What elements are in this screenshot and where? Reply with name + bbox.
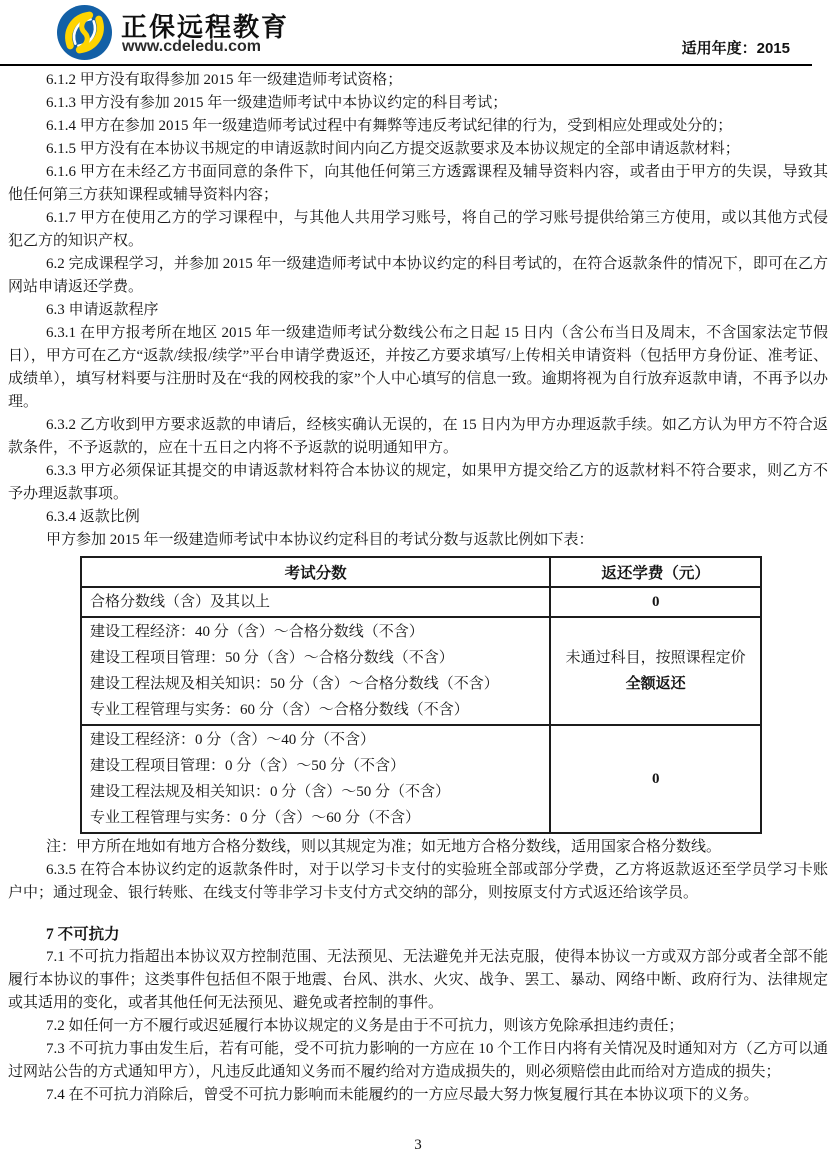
clause-6-1-7: 6.1.7 甲方在使用乙方的学习课程中，与其他人共用学习账号，将自己的学习账号提供给第三方使用，或以其他方式侵犯乙方的知识产权。 [8,210,828,249]
applicable-year-label: 适用年度：2015 [681,40,790,57]
score-column-header: 考试分数 [81,557,550,587]
refund-value: 全额返还 [625,676,686,692]
section-7-heading: 7 不可抗力 [46,926,120,943]
clause-6-3-5: 6.3.5 在符合本协议约定的返款条件时，对于以学习卡支付的实验班全部或部分学费，乙方将返款返还至学员学习卡账户中；通过现金、银行转账、在线支付等非学习卡支付方式交纳的部分，则按原支付方式返还给该学员。 [8,862,828,901]
score-range: 建设工程法规及相关知识：50 分（含）～合格分数线（不含） [90,676,499,692]
table-note: 注：甲方所在地如有地方合格分数线，则以其规定为准；如无地方合格分数线，适用国家合格分数线。 [46,839,722,855]
clause-6-3-3: 6.3.3 甲方必须保证其提交的申请返款材料符合本协议的规定，如果甲方提交给乙方的返款材料不符合要求，则乙方不予办理返款事项。 [8,463,828,502]
refund-ratio-table [80,556,762,834]
score-range: 专业工程管理与实务：0 分（含）～60 分（不含） [90,810,421,826]
table-row [81,725,761,833]
refund-value: 0 [651,594,660,610]
score-range: 建设工程法规及相关知识：0 分（含）～50 分（不含） [90,784,451,800]
table-intro: 甲方参加 2015 年一级建造师考试中本协议约定科目的考试分数与返款比例如下表： [46,532,594,548]
score-range: 合格分数线（含）及其以上 [90,594,271,610]
brand-url: www.cdeledu.com [122,38,261,55]
score-range: 建设工程经济：40 分（含）～合格分数线（不含） [90,624,424,640]
contract-body [8,69,828,1107]
score-range: 建设工程项目管理：0 分（含）～50 分（不含） [90,758,406,774]
clause-6-1-3: 6.1.3 甲方没有参加 2015 年一级建造师考试中本协议约定的科目考试； [46,95,508,111]
refund-column-header: 返还学费（元） [550,557,761,587]
clause-6-3: 6.3 申请返款程序 [46,302,159,318]
clause-6-3-4: 6.3.4 返款比例 [46,509,140,525]
score-range: 专业工程管理与实务：60 分（含）～合格分数线（不含） [90,702,469,718]
clause-6-1-2: 6.1.2 甲方没有取得参加 2015 年一级建造师考试资格； [46,72,403,88]
clause-6-1-6: 6.1.6 甲方在未经乙方书面同意的条件下，向其他任何第三方透露课程及辅导资料内容，或者由于甲方的失误，导致其他任何第三方获知课程或辅导资料内容； [8,164,828,203]
score-range: 建设工程项目管理：50 分（含）～合格分数线（不含） [90,650,454,666]
page-number: 3 [414,1137,422,1153]
score-range: 建设工程经济：0 分（含）～40 分（不含） [90,732,376,748]
table-row [81,617,761,725]
clause-7-4: 7.4 在不可抗力消除后，曾受不可抗力影响而未能履约的一方应尽最大努力恢复履行其在本协议项下的义务。 [46,1087,759,1103]
clause-6-2: 6.2 完成课程学习，并参加 2015 年一级建造师考试中本协议约定的科目考试的，在符合返款条件的情况下，即可在乙方网站申请返还学费。 [8,256,828,295]
table-row [81,587,761,617]
header-divider [0,64,812,66]
clause-7-2: 7.2 如任何一方不履行或迟延履行本协议规定的义务是由于不可抗力，则该方免除承担违约责任； [46,1018,684,1034]
clause-6-1-4: 6.1.4 甲方在参加 2015 年一级建造师考试过程中有舞弊等违反考试纪律的行为，受到相应处理或处分的； [46,118,733,134]
clause-6-3-1: 6.3.1 在甲方报考所在地区 2015 年一级建造师考试分数线公布之日起 15 日内（含公布当日及周末，不含国家法定节假日），甲方可在乙方“返款/续报/续学”平台申请学费返还，并按乙方要求填写/上传相关申请资料（包括甲方身份证、准考证、成绩单），填写材料要与注册时及在“我的网校我的家”个人中心填写的信息一致。逾期将视为自行放弃返款申请，不再予以办理。 [8,325,828,410]
refund-value: 0 [651,771,660,787]
cdel-logo-icon [57,5,112,60]
clause-7-3: 7.3 不可抗力事由发生后，若有可能，受不可抗力影响的一方应在 10 个工作日内将有关情况及时通知对方（乙方可以通过网站公告的方式通知甲方），凡违反此通知义务而不履约给对方造成损失的，则必须赔偿由此而给对方造成的损失； [8,1041,828,1080]
refund-value: 未通过科目，按照课程定价 [565,650,746,666]
page-header [0,0,836,66]
clause-6-3-2: 6.3.2 乙方收到甲方要求返款的申请后，经核实确认无误的，在 15 日内为甲方办理返款手续。如乙方认为甲方不符合返款条件，不予返款的，应在十五日之内将不予返款的说明通知甲方。 [8,417,828,456]
brand-name: 正保远程教育 [121,12,290,42]
clause-7-1: 7.1 不可抗力指超出本协议双方控制范围、无法预见、无法避免并无法克服，使得本协议一方或双方部分或者全部不能履行本协议的事件；这类事件包括但不限于地震、台风、洪水、火灾、战争、罢工、暴动、网络中断、政府行为、法律规定或其适用的变化，或者其他任何无法预见、避免或者控制的事件。 [8,949,828,1011]
clause-6-1-5: 6.1.5 甲方没有在本协议书规定的申请返款时间内向乙方提交返款要求及本协议规定的全部申请返款材料； [46,141,740,157]
table-header-row [81,557,761,587]
